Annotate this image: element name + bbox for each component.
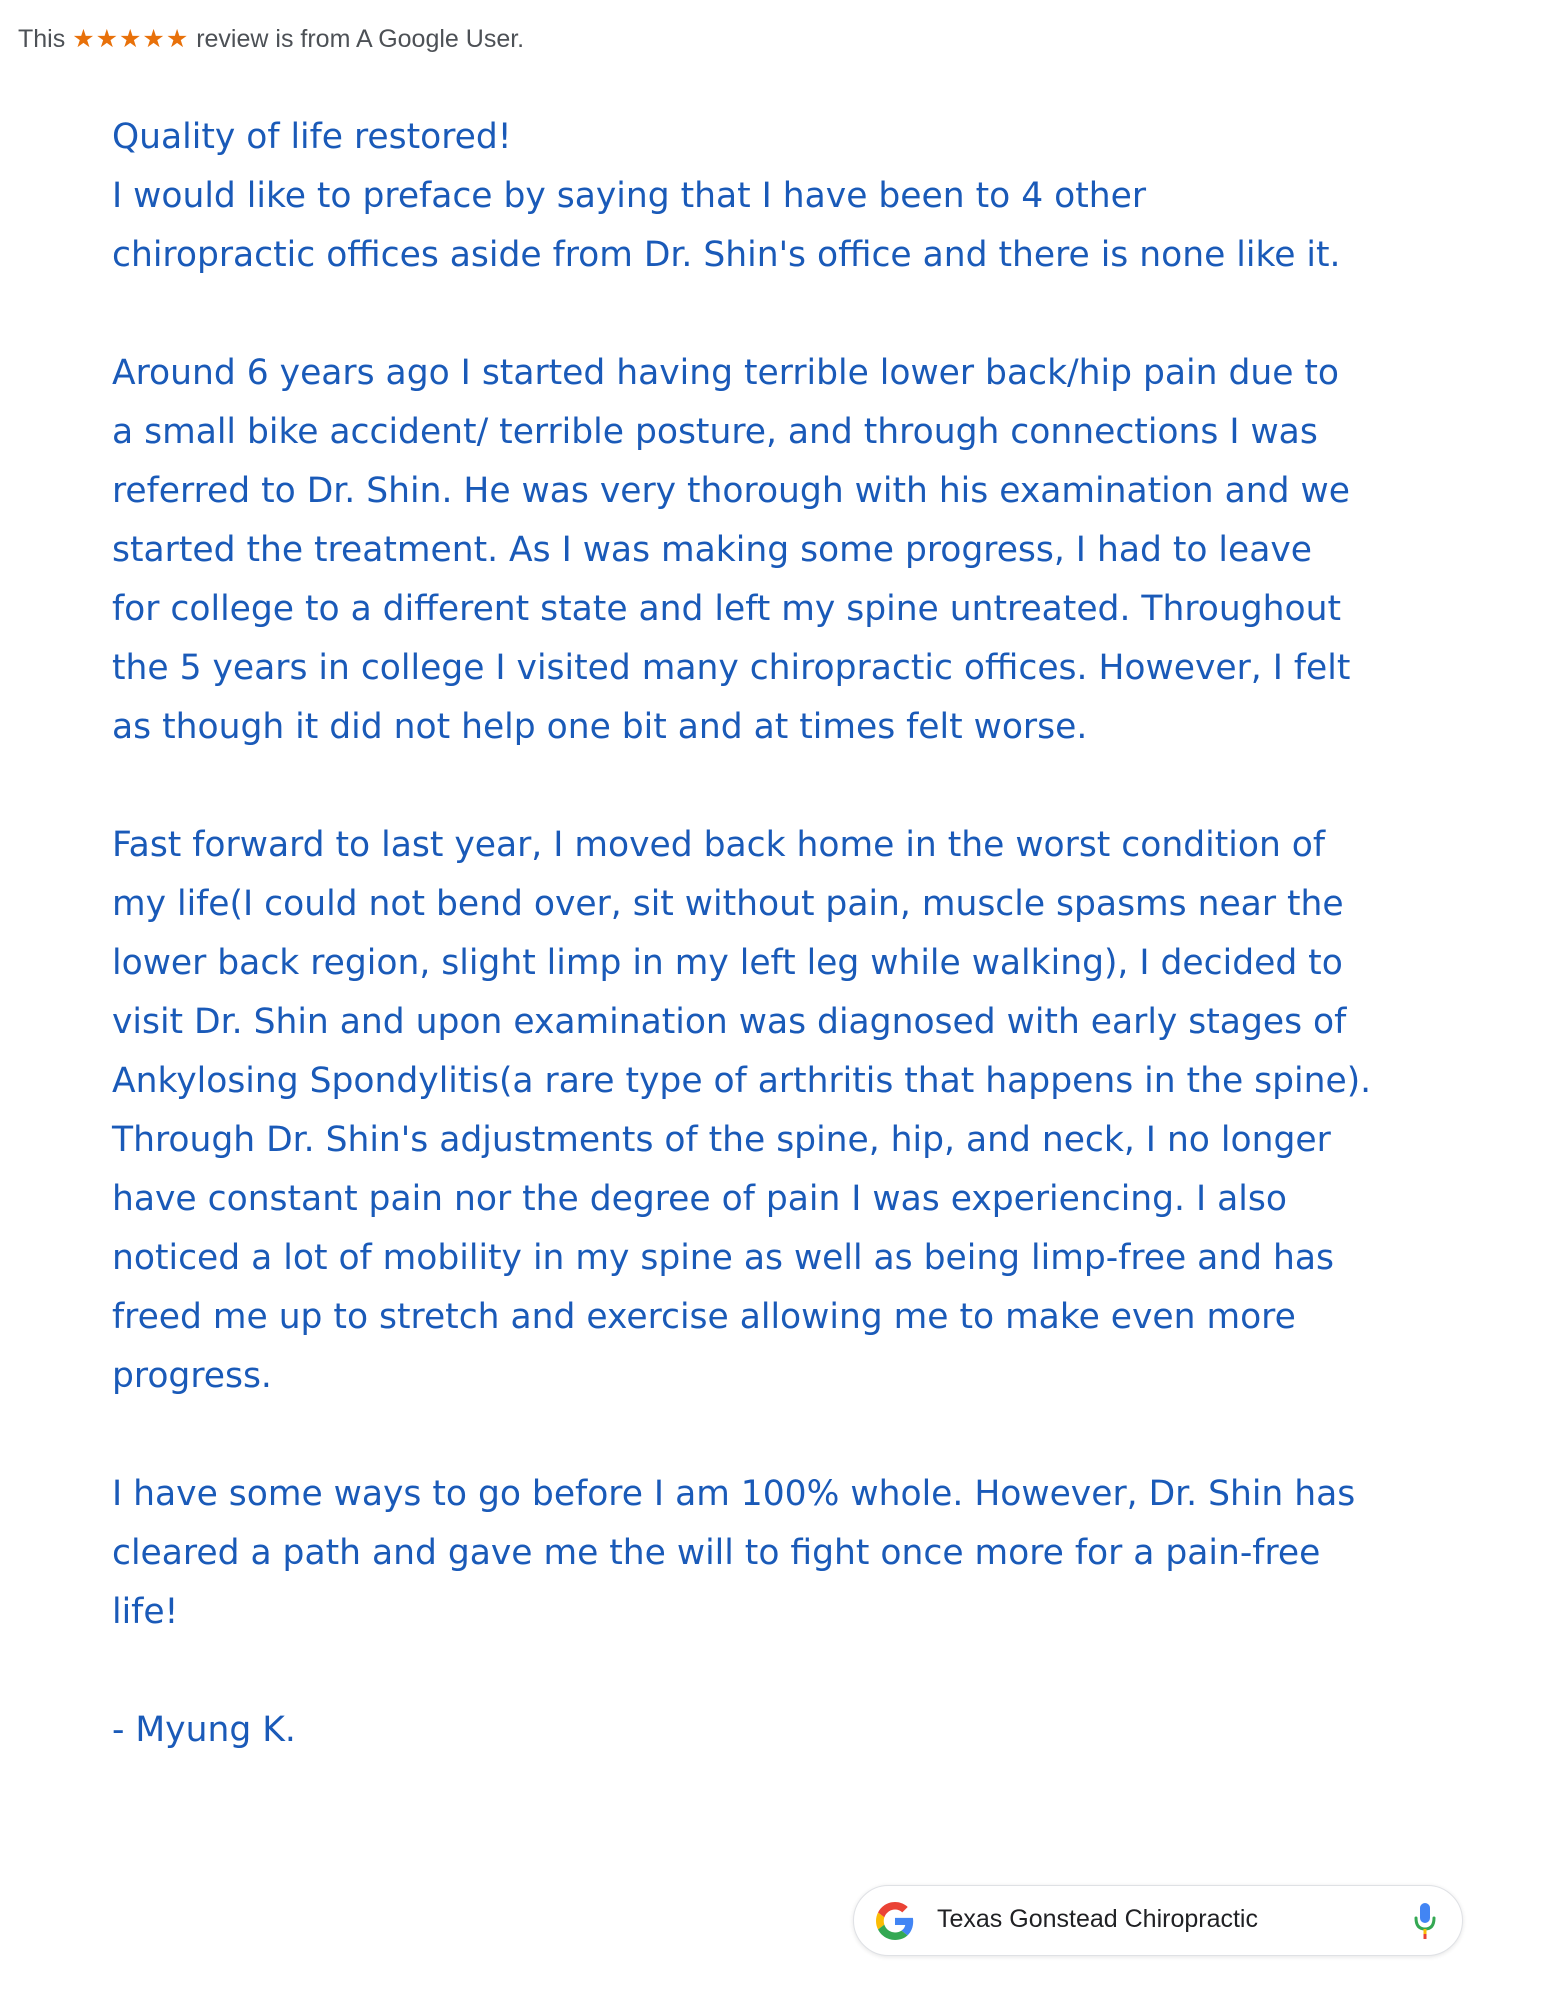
review-attribution bbox=[18, 24, 524, 54]
review-line: freed me up to stretch and exercise allowing me to make even more bbox=[112, 1297, 1296, 1337]
review-paragraph bbox=[112, 344, 1442, 757]
review-paragraph bbox=[112, 1465, 1442, 1642]
review-paragraph bbox=[112, 108, 1442, 285]
review-line: lower back region, slight limp in my left leg while walking), I decided to bbox=[112, 943, 1343, 983]
review-text bbox=[112, 108, 1442, 1760]
review-paragraph bbox=[112, 816, 1442, 1406]
google-g-icon bbox=[876, 1902, 914, 1940]
review-line: a small bike accident/ terrible posture, and through connections I was bbox=[112, 412, 1318, 452]
review-paragraph bbox=[112, 1701, 1442, 1760]
review-line: chiropractic offices aside from Dr. Shin's office and there is none like it. bbox=[112, 235, 1341, 275]
review-line: Around 6 years ago I started having terrible lower back/hip pain due to bbox=[112, 353, 1340, 393]
review-line: progress. bbox=[112, 1356, 272, 1396]
review-line: started the treatment. As I was making some progress, I had to leave bbox=[112, 530, 1313, 570]
review-line: as though it did not help one bit and at times felt worse. bbox=[112, 707, 1088, 747]
review-line: Through Dr. Shin's adjustments of the spine, hip, and neck, I no longer bbox=[112, 1120, 1331, 1160]
review-line: life! bbox=[112, 1592, 179, 1632]
search-query[interactable]: Texas Gonstead Chiropractic bbox=[937, 1905, 1258, 1933]
star-rating: ★★★★★ bbox=[72, 25, 190, 53]
review-line: have constant pain nor the degree of pain I was experiencing. I also bbox=[112, 1179, 1287, 1219]
review-line: noticed a lot of mobility in my spine as well as being limp-free and has bbox=[112, 1238, 1335, 1278]
review-line: Fast forward to last year, I moved back home in the worst condition of bbox=[112, 825, 1326, 865]
review-line: I would like to preface by saying that I have been to 4 other bbox=[112, 176, 1147, 216]
review-line: the 5 years in college I visited many chiropractic offices. However, I felt bbox=[112, 648, 1351, 688]
review-line: my life(I could not bend over, sit without pain, muscle spasms near the bbox=[112, 884, 1344, 924]
review-line: Quality of life restored! bbox=[112, 117, 512, 157]
microphone-icon[interactable] bbox=[1412, 1901, 1438, 1941]
search-bar[interactable] bbox=[853, 1885, 1463, 1956]
review-line: Ankylosing Spondylitis(a rare type of arthritis that happens in the spine). bbox=[112, 1061, 1372, 1101]
review-line: cleared a path and gave me the will to fight once more for a pain-free bbox=[112, 1533, 1321, 1573]
review-line: referred to Dr. Shin. He was very thorough with his examination and we bbox=[112, 471, 1350, 511]
review-line: for college to a different state and left my spine untreated. Throughout bbox=[112, 589, 1341, 629]
review-line: visit Dr. Shin and upon examination was diagnosed with early stages of bbox=[112, 1002, 1347, 1042]
attribution-suffix: review is from A Google User. bbox=[196, 25, 525, 53]
review-line: - Myung K. bbox=[112, 1710, 296, 1750]
review-line: I have some ways to go before I am 100% whole. However, Dr. Shin has bbox=[112, 1474, 1356, 1514]
attribution-prefix: This bbox=[18, 25, 66, 53]
